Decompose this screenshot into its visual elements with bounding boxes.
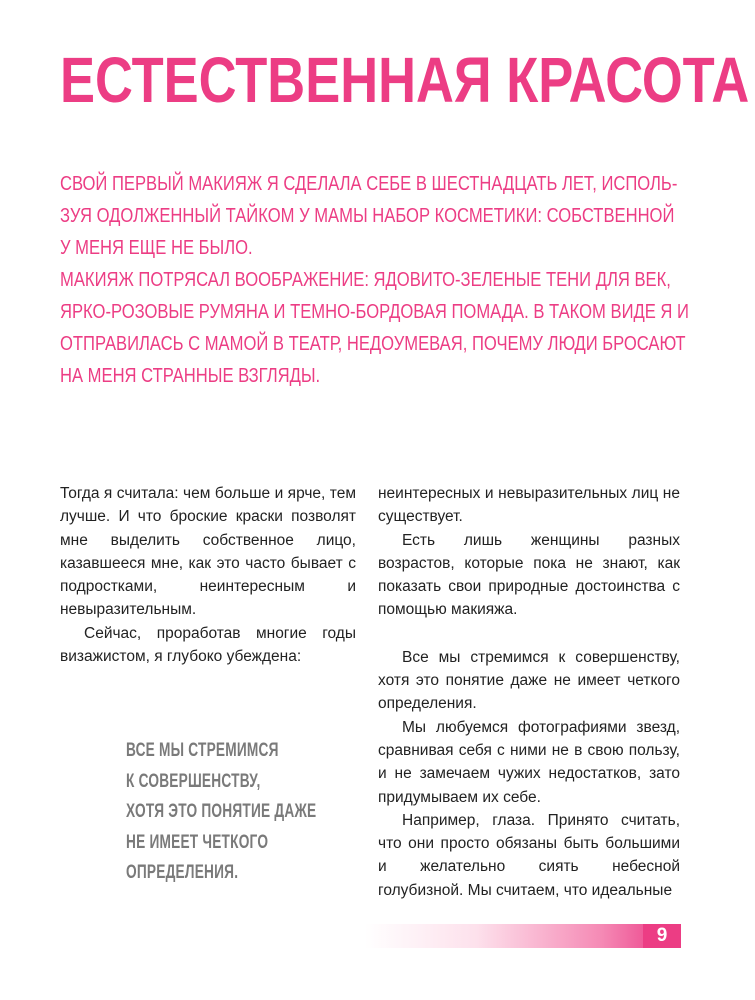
pull-quote-line: К СОВЕРШЕНСТВУ, (126, 770, 261, 792)
intro-line: СВОЙ ПЕРВЫЙ МАКИЯЖ Я СДЕЛАЛА СЕБЕ В ШЕСТНАДЦАТЬ ЛЕТ, ИСПОЛЬ- (60, 173, 678, 195)
intro-line: ОТПРАВИЛАСЬ С МАМОЙ В ТЕАТР, НЕДОУМЕВАЯ, ПОЧЕМУ ЛЮДИ БРОСАЮТ (60, 333, 686, 355)
body-paragraph: Тогда я считала: чем больше и ярче, тем лучше. И что броские краски позволят мне выделить собственное лицо, казавшееся мне, как это часто бывает с подростками, неинтересным и невыразительным. (60, 485, 356, 619)
pull-quote-line: НЕ ИМЕЕТ ЧЕТКОГО (126, 831, 269, 853)
intro-line: У МЕНЯ ЕЩЕ НЕ БЫЛО. (60, 237, 253, 259)
body-paragraph: Все мы стремимся к совершенству, хотя это понятие даже не имеет четкого определения. (378, 648, 680, 713)
paragraph-gap (378, 622, 680, 646)
intro-line: ЗУЯ ОДОЛЖЕННЫЙ ТАЙКОМ У МАМЫ НАБОР КОСМЕТИКИ: СОБСТВЕННОЙ (60, 205, 675, 227)
intro-text (60, 168, 691, 392)
right-column (378, 482, 680, 902)
body-paragraph: Мы любуемся фотографиями звезд, сравнивая себя с ними не в свою пользу, и не замечаем чужих недостатков, зато придумываем их себе. (378, 718, 680, 806)
pull-quote-line: ВСЕ МЫ СТРЕМИМСЯ (126, 740, 279, 761)
left-column (60, 482, 356, 668)
body-paragraph: Есть лишь женщины разных возрастов, которые пока не знают, как показать свои природные достоинства с помощью макияжа. (378, 531, 680, 619)
intro-line: НА МЕНЯ СТРАННЫЕ ВЗГЛЯДЫ. (60, 365, 321, 387)
page-title: ЕСТЕСТВЕННАЯ КРАСОТА (60, 44, 750, 116)
body-paragraph: неинтересных и невыразительных лиц не существует. (378, 485, 680, 526)
page-number-bar (365, 924, 643, 948)
body-paragraph: Например, глаза. Принято считать, что они просто обязаны быть большими и желательно сиять небесной голубизной. Мы считаем, что идеальные (378, 811, 680, 899)
pull-quote-line: ОПРЕДЕЛЕНИЯ. (126, 862, 239, 883)
pull-quote-line: ХОТЯ ЭТО ПОНЯТИЕ ДАЖЕ (126, 801, 317, 822)
page-number: 9 (643, 924, 681, 948)
intro-line: МАКИЯЖ ПОТРЯСАЛ ВООБРАЖЕНИЕ: ЯДОВИТО-ЗЕЛЕНЫЕ ТЕНИ ДЛЯ ВЕК, (60, 269, 671, 291)
pull-quote (126, 736, 316, 889)
intro-line: ЯРКО-РОЗОВЫЕ РУМЯНА И ТЕМНО-БОРДОВАЯ ПОМАДА. В ТАКОМ ВИДЕ Я И (60, 301, 689, 323)
body-paragraph: Сейчас, проработав многие годы визажистом, я глубоко убеждена: (60, 624, 356, 666)
